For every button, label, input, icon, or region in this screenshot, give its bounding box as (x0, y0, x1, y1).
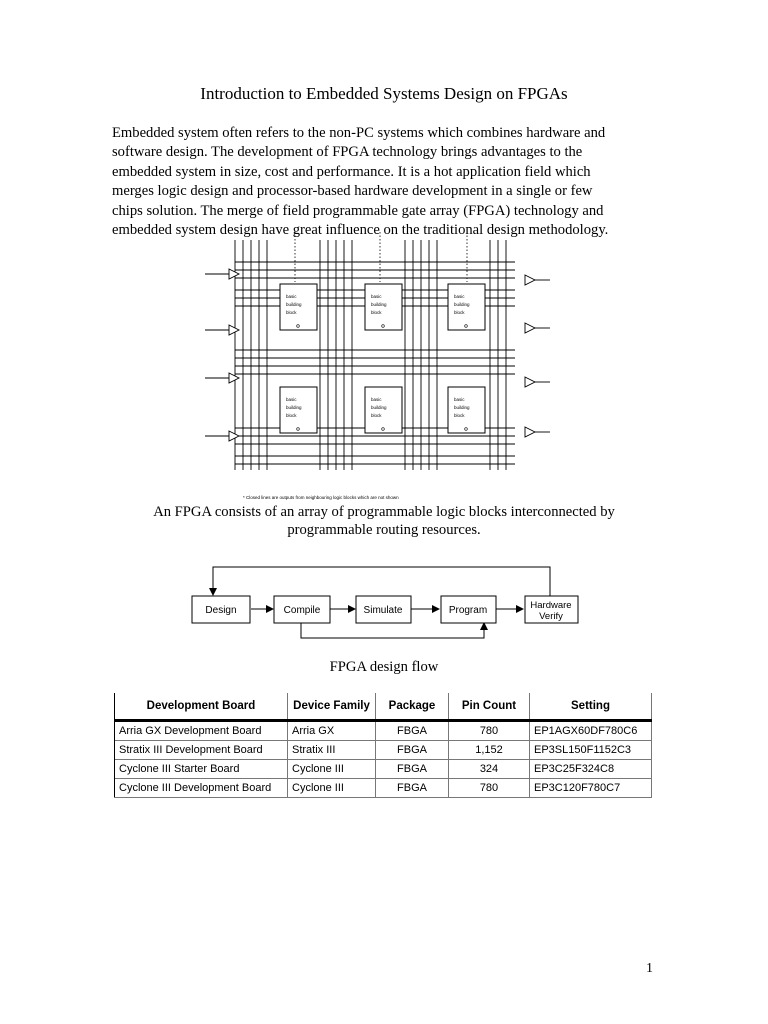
logic-block (365, 284, 402, 330)
fpga-architecture-diagram (205, 232, 560, 504)
output-buffer (525, 377, 535, 387)
table-cell: Cyclone III (288, 779, 376, 798)
logic-block-label: building (371, 405, 387, 410)
svg-text:Simulate: Simulate (363, 605, 403, 616)
table-cell: Cyclone III Development Board (115, 779, 288, 798)
svg-text:Verify: Verify (539, 611, 563, 622)
table-cell: Stratix III (288, 741, 376, 760)
logic-block-label: block (454, 310, 465, 315)
logic-block-label: basic (371, 294, 382, 299)
design-flow-diagram (185, 555, 585, 650)
paragraph-line: Embedded system often refers to the non-PC systems which combines hardware and (112, 125, 606, 141)
fpga-caption (100, 503, 668, 539)
logic-block (448, 387, 485, 433)
svg-text:Compile: Compile (283, 605, 321, 616)
column-header: Device Family (288, 693, 376, 721)
logic-block-label: building (454, 405, 470, 410)
output-buffer (525, 275, 535, 285)
logic-block-label: block (371, 413, 382, 418)
logic-block-label: basic (454, 397, 465, 402)
table-row (115, 721, 652, 741)
paragraph-line: merges logic design and processor-based hardware development in a single or few (112, 183, 593, 200)
table-cell: 1,152 (449, 741, 530, 760)
development-boards-table (114, 693, 652, 798)
table-cell: FBGA (376, 779, 449, 798)
diagram-footnote: * Closed lines are outputs from neighbouring logic blocks which are not shown (243, 495, 399, 500)
caption-line: An FPGA consists of an array of programmable logic blocks interconnected by (153, 504, 615, 520)
logic-block-label: block (286, 413, 297, 418)
input-buffer (229, 373, 239, 383)
flow-caption: FPGA design flow (329, 659, 439, 675)
input-buffer (229, 325, 239, 335)
logic-block-label: basic (371, 397, 382, 402)
logic-block-label: building (286, 405, 302, 410)
input-buffer (229, 431, 239, 441)
table-row (115, 779, 652, 798)
table-row (115, 741, 652, 760)
svg-text:Hardware: Hardware (530, 600, 572, 611)
table-cell: EP3C25F324C8 (530, 760, 652, 779)
table-cell: EP3C120F780C7 (530, 779, 652, 798)
table-cell: Cyclone III Starter Board (115, 760, 288, 779)
column-header: Setting (530, 693, 652, 721)
column-header: Development Board (115, 693, 288, 721)
svg-text:Program: Program (448, 605, 488, 616)
logic-block (365, 387, 402, 433)
output-buffer (525, 323, 535, 333)
table-cell: 324 (449, 760, 530, 779)
table-cell: FBGA (376, 741, 449, 760)
table-row (115, 760, 652, 779)
page-number: 1 (646, 961, 653, 976)
logic-block (280, 387, 317, 433)
design-step (192, 596, 250, 623)
caption-line: programmable routing resources. (287, 522, 481, 538)
output-buffer (525, 427, 535, 437)
logic-block (448, 284, 485, 330)
table-cell: Arria GX (288, 721, 376, 741)
svg-text:Design: Design (205, 605, 237, 616)
input-buffer (229, 269, 239, 279)
hardware-verify-step (525, 596, 578, 623)
table-cell: Arria GX Development Board (115, 721, 288, 741)
logic-block-label: building (371, 302, 387, 307)
paragraph-line: embedded system design have great influence on the traditional design methodology. (112, 222, 609, 239)
logic-block (280, 284, 317, 330)
table-cell: FBGA (376, 760, 449, 779)
table-cell: 780 (449, 779, 530, 798)
logic-block-label: building (286, 302, 302, 307)
paragraph-line: chips solution. The merge of field programmable gate array (FPGA) technology and (112, 202, 604, 219)
column-header: Package (376, 693, 449, 721)
logic-block-label: basic (286, 397, 297, 402)
paragraph-line: software design. The development of FPGA technology brings advantages to the (112, 144, 583, 161)
logic-block-label: basic (454, 294, 465, 299)
table-cell: Stratix III Development Board (115, 741, 288, 760)
document-title: Introduction to Embedded Systems Design on FPGAs (200, 84, 568, 103)
intro-paragraph (112, 124, 652, 240)
bypass-arrow (301, 622, 484, 638)
table-cell: 780 (449, 721, 530, 741)
compile-step (274, 596, 330, 623)
logic-block-label: block (286, 310, 297, 315)
simulate-step (356, 596, 411, 623)
program-step (441, 596, 496, 623)
table-cell: Cyclone III (288, 760, 376, 779)
table-cell: FBGA (376, 721, 449, 741)
logic-block-label: block (454, 413, 465, 418)
logic-block-label: block (371, 310, 382, 315)
table-cell: EP1AGX60DF780C6 (530, 721, 652, 741)
table-cell: EP3SL150F1152C3 (530, 741, 652, 760)
logic-block-label: basic (286, 294, 297, 299)
table-header-row (115, 693, 652, 721)
paragraph-line: embedded system in size, cost and performance. It is a hot application field which (112, 163, 591, 180)
feedback-arrow (213, 567, 550, 596)
logic-block-label: building (454, 302, 470, 307)
column-header: Pin Count (449, 693, 530, 721)
